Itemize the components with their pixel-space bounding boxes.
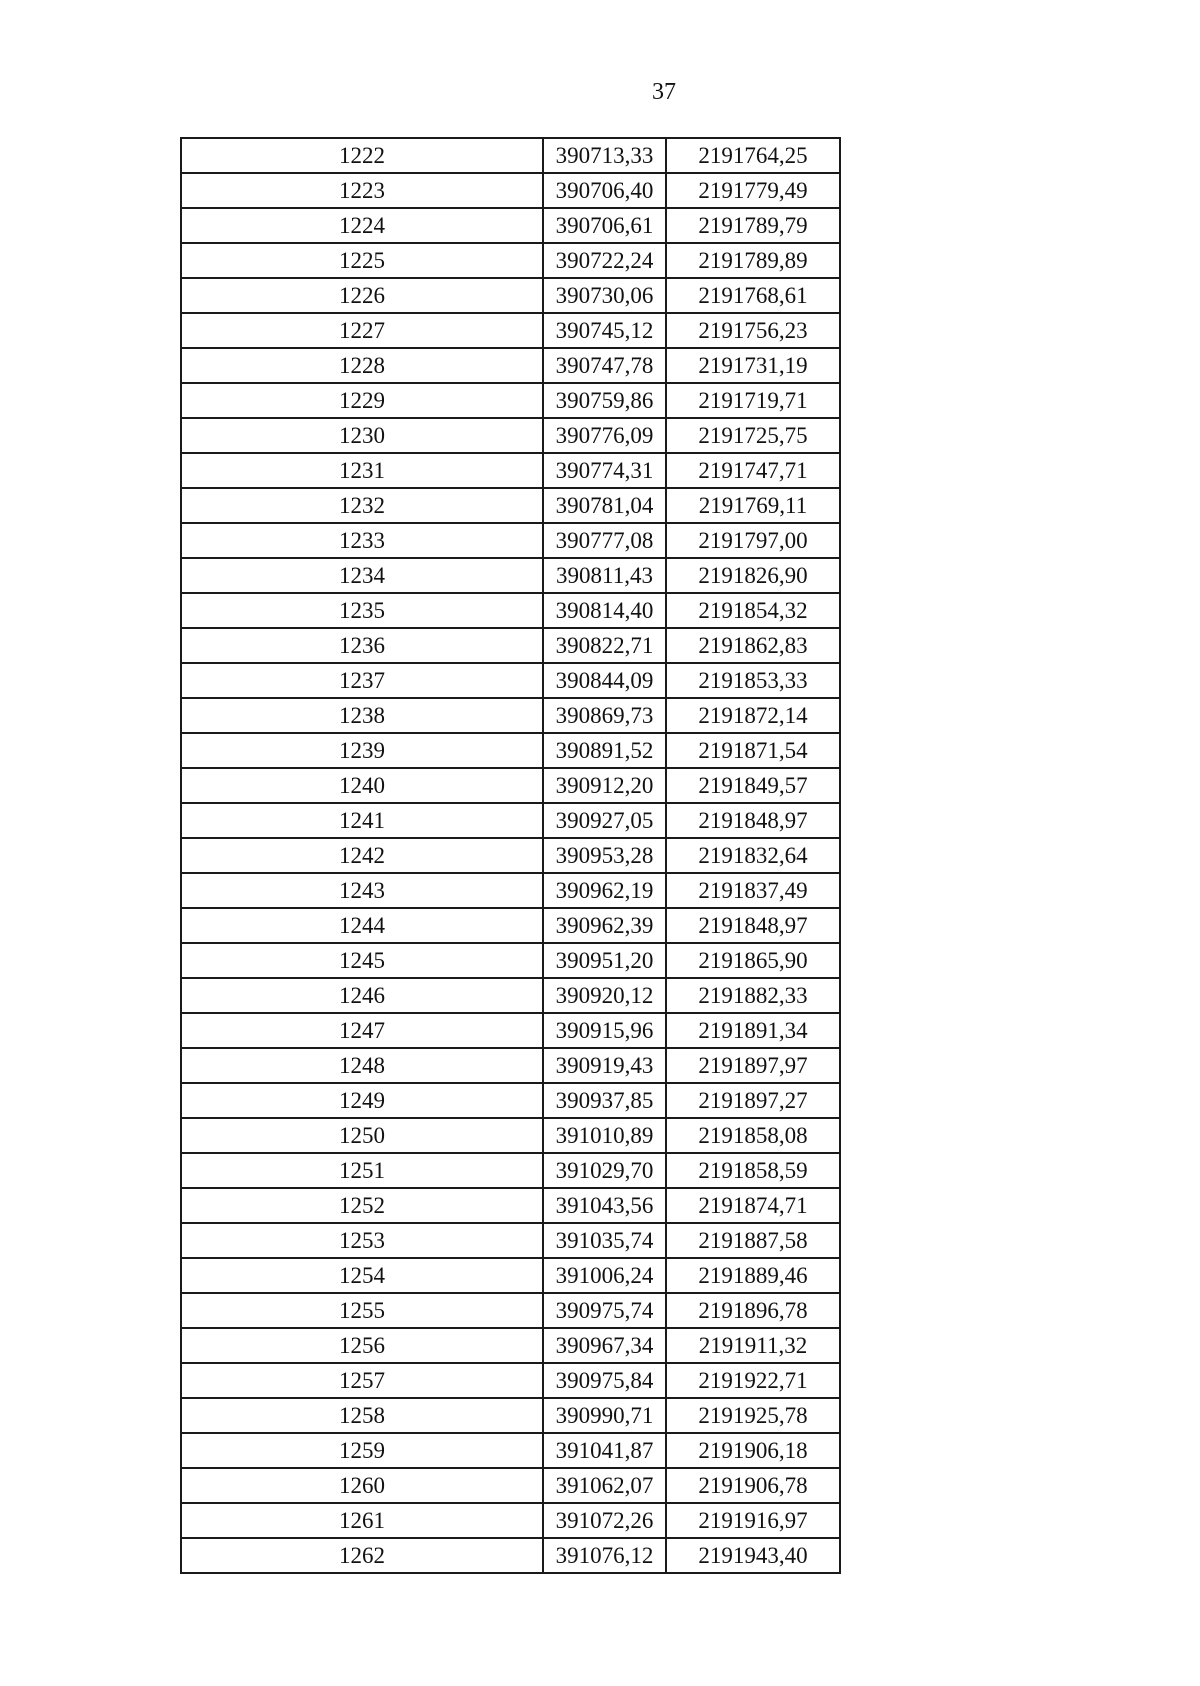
y-coordinate-cell: 2191874,71	[666, 1188, 840, 1223]
y-coordinate-cell: 2191943,40	[666, 1538, 840, 1573]
point-number-cell: 1254	[181, 1258, 543, 1293]
x-coordinate-cell: 391041,87	[543, 1433, 666, 1468]
coordinates-table	[180, 137, 841, 1574]
table-row	[181, 1363, 840, 1398]
y-coordinate-cell: 2191854,32	[666, 593, 840, 628]
point-number-cell: 1252	[181, 1188, 543, 1223]
point-number-cell: 1230	[181, 418, 543, 453]
x-coordinate-cell: 390912,20	[543, 768, 666, 803]
y-coordinate-cell: 2191906,18	[666, 1433, 840, 1468]
y-coordinate-cell: 2191848,97	[666, 803, 840, 838]
point-number-cell: 1228	[181, 348, 543, 383]
point-number-cell: 1257	[181, 1363, 543, 1398]
point-number-cell: 1229	[181, 383, 543, 418]
table-row	[181, 173, 840, 208]
point-number-cell: 1233	[181, 523, 543, 558]
table-row	[181, 383, 840, 418]
y-coordinate-cell: 2191797,00	[666, 523, 840, 558]
y-coordinate-cell: 2191897,27	[666, 1083, 840, 1118]
point-number-cell: 1260	[181, 1468, 543, 1503]
table-row	[181, 1013, 840, 1048]
x-coordinate-cell: 390781,04	[543, 488, 666, 523]
table-row	[181, 663, 840, 698]
x-coordinate-cell: 390776,09	[543, 418, 666, 453]
table-row	[181, 1153, 840, 1188]
y-coordinate-cell: 2191832,64	[666, 838, 840, 873]
x-coordinate-cell: 390927,05	[543, 803, 666, 838]
x-coordinate-cell: 390920,12	[543, 978, 666, 1013]
table-row	[181, 628, 840, 663]
point-number-cell: 1248	[181, 1048, 543, 1083]
y-coordinate-cell: 2191849,57	[666, 768, 840, 803]
point-number-cell: 1231	[181, 453, 543, 488]
y-coordinate-cell: 2191871,54	[666, 733, 840, 768]
point-number-cell: 1235	[181, 593, 543, 628]
x-coordinate-cell: 390953,28	[543, 838, 666, 873]
x-coordinate-cell: 391076,12	[543, 1538, 666, 1573]
table-row	[181, 243, 840, 278]
table-row	[181, 1468, 840, 1503]
table-row	[181, 1258, 840, 1293]
x-coordinate-cell: 390822,71	[543, 628, 666, 663]
x-coordinate-cell: 390814,40	[543, 593, 666, 628]
point-number-cell: 1223	[181, 173, 543, 208]
point-number-cell: 1232	[181, 488, 543, 523]
x-coordinate-cell: 390919,43	[543, 1048, 666, 1083]
x-coordinate-cell: 390722,24	[543, 243, 666, 278]
table-row	[181, 768, 840, 803]
table-row	[181, 908, 840, 943]
y-coordinate-cell: 2191897,97	[666, 1048, 840, 1083]
table-row	[181, 418, 840, 453]
point-number-cell: 1225	[181, 243, 543, 278]
y-coordinate-cell: 2191872,14	[666, 698, 840, 733]
y-coordinate-cell: 2191848,97	[666, 908, 840, 943]
x-coordinate-cell: 390747,78	[543, 348, 666, 383]
point-number-cell: 1244	[181, 908, 543, 943]
table-row	[181, 1118, 840, 1153]
point-number-cell: 1239	[181, 733, 543, 768]
table-row	[181, 733, 840, 768]
point-number-cell: 1247	[181, 1013, 543, 1048]
y-coordinate-cell: 2191891,34	[666, 1013, 840, 1048]
table-row	[181, 138, 840, 173]
table-row	[181, 1538, 840, 1573]
y-coordinate-cell: 2191882,33	[666, 978, 840, 1013]
x-coordinate-cell: 390990,71	[543, 1398, 666, 1433]
x-coordinate-cell: 390811,43	[543, 558, 666, 593]
x-coordinate-cell: 390777,08	[543, 523, 666, 558]
point-number-cell: 1237	[181, 663, 543, 698]
table-row	[181, 558, 840, 593]
point-number-cell: 1249	[181, 1083, 543, 1118]
table-row	[181, 873, 840, 908]
point-number-cell: 1236	[181, 628, 543, 663]
x-coordinate-cell: 390730,06	[543, 278, 666, 313]
x-coordinate-cell: 390745,12	[543, 313, 666, 348]
table-row	[181, 1433, 840, 1468]
point-number-cell: 1256	[181, 1328, 543, 1363]
table-row	[181, 278, 840, 313]
x-coordinate-cell: 390706,61	[543, 208, 666, 243]
x-coordinate-cell: 391029,70	[543, 1153, 666, 1188]
x-coordinate-cell: 390937,85	[543, 1083, 666, 1118]
x-coordinate-cell: 391062,07	[543, 1468, 666, 1503]
point-number-cell: 1234	[181, 558, 543, 593]
y-coordinate-cell: 2191853,33	[666, 663, 840, 698]
y-coordinate-cell: 2191747,71	[666, 453, 840, 488]
table-row	[181, 1188, 840, 1223]
x-coordinate-cell: 390844,09	[543, 663, 666, 698]
y-coordinate-cell: 2191865,90	[666, 943, 840, 978]
x-coordinate-cell: 391010,89	[543, 1118, 666, 1153]
table-row	[181, 453, 840, 488]
table-row	[181, 1398, 840, 1433]
y-coordinate-cell: 2191719,71	[666, 383, 840, 418]
table-row	[181, 488, 840, 523]
table-row	[181, 1328, 840, 1363]
table-row	[181, 523, 840, 558]
table-row	[181, 1223, 840, 1258]
x-coordinate-cell: 390869,73	[543, 698, 666, 733]
y-coordinate-cell: 2191764,25	[666, 138, 840, 173]
y-coordinate-cell: 2191731,19	[666, 348, 840, 383]
y-coordinate-cell: 2191789,79	[666, 208, 840, 243]
point-number-cell: 1227	[181, 313, 543, 348]
x-coordinate-cell: 390951,20	[543, 943, 666, 978]
point-number-cell: 1240	[181, 768, 543, 803]
y-coordinate-cell: 2191911,32	[666, 1328, 840, 1363]
table-row	[181, 838, 840, 873]
table-row	[181, 978, 840, 1013]
point-number-cell: 1241	[181, 803, 543, 838]
y-coordinate-cell: 2191826,90	[666, 558, 840, 593]
point-number-cell: 1261	[181, 1503, 543, 1538]
y-coordinate-cell: 2191896,78	[666, 1293, 840, 1328]
x-coordinate-cell: 390706,40	[543, 173, 666, 208]
y-coordinate-cell: 2191916,97	[666, 1503, 840, 1538]
table-row	[181, 1293, 840, 1328]
y-coordinate-cell: 2191725,75	[666, 418, 840, 453]
point-number-cell: 1224	[181, 208, 543, 243]
point-number-cell: 1255	[181, 1293, 543, 1328]
y-coordinate-cell: 2191862,83	[666, 628, 840, 663]
x-coordinate-cell: 391043,56	[543, 1188, 666, 1223]
y-coordinate-cell: 2191756,23	[666, 313, 840, 348]
point-number-cell: 1258	[181, 1398, 543, 1433]
table-row	[181, 593, 840, 628]
y-coordinate-cell: 2191889,46	[666, 1258, 840, 1293]
y-coordinate-cell: 2191858,08	[666, 1118, 840, 1153]
y-coordinate-cell: 2191887,58	[666, 1223, 840, 1258]
x-coordinate-cell: 390967,34	[543, 1328, 666, 1363]
y-coordinate-cell: 2191768,61	[666, 278, 840, 313]
y-coordinate-cell: 2191769,11	[666, 488, 840, 523]
x-coordinate-cell: 390915,96	[543, 1013, 666, 1048]
point-number-cell: 1243	[181, 873, 543, 908]
table-row	[181, 1083, 840, 1118]
x-coordinate-cell: 390713,33	[543, 138, 666, 173]
table-row	[181, 803, 840, 838]
table-row	[181, 348, 840, 383]
x-coordinate-cell: 390891,52	[543, 733, 666, 768]
table-row	[181, 208, 840, 243]
x-coordinate-cell: 391006,24	[543, 1258, 666, 1293]
point-number-cell: 1246	[181, 978, 543, 1013]
table-row	[181, 698, 840, 733]
x-coordinate-cell: 390759,86	[543, 383, 666, 418]
coordinates-table-body	[181, 138, 840, 1573]
table-row	[181, 313, 840, 348]
x-coordinate-cell: 391072,26	[543, 1503, 666, 1538]
y-coordinate-cell: 2191779,49	[666, 173, 840, 208]
x-coordinate-cell: 390774,31	[543, 453, 666, 488]
point-number-cell: 1238	[181, 698, 543, 733]
point-number-cell: 1226	[181, 278, 543, 313]
table-row	[181, 1048, 840, 1083]
x-coordinate-cell: 390962,19	[543, 873, 666, 908]
point-number-cell: 1250	[181, 1118, 543, 1153]
y-coordinate-cell: 2191858,59	[666, 1153, 840, 1188]
table-row	[181, 1503, 840, 1538]
point-number-cell: 1262	[181, 1538, 543, 1573]
y-coordinate-cell: 2191925,78	[666, 1398, 840, 1433]
x-coordinate-cell: 390975,74	[543, 1293, 666, 1328]
x-coordinate-cell: 391035,74	[543, 1223, 666, 1258]
y-coordinate-cell: 2191837,49	[666, 873, 840, 908]
point-number-cell: 1253	[181, 1223, 543, 1258]
point-number-cell: 1245	[181, 943, 543, 978]
y-coordinate-cell: 2191789,89	[666, 243, 840, 278]
table-row	[181, 943, 840, 978]
y-coordinate-cell: 2191906,78	[666, 1468, 840, 1503]
point-number-cell: 1242	[181, 838, 543, 873]
page-number: 37	[652, 79, 676, 105]
y-coordinate-cell: 2191922,71	[666, 1363, 840, 1398]
point-number-cell: 1251	[181, 1153, 543, 1188]
point-number-cell: 1259	[181, 1433, 543, 1468]
x-coordinate-cell: 390975,84	[543, 1363, 666, 1398]
x-coordinate-cell: 390962,39	[543, 908, 666, 943]
point-number-cell: 1222	[181, 138, 543, 173]
